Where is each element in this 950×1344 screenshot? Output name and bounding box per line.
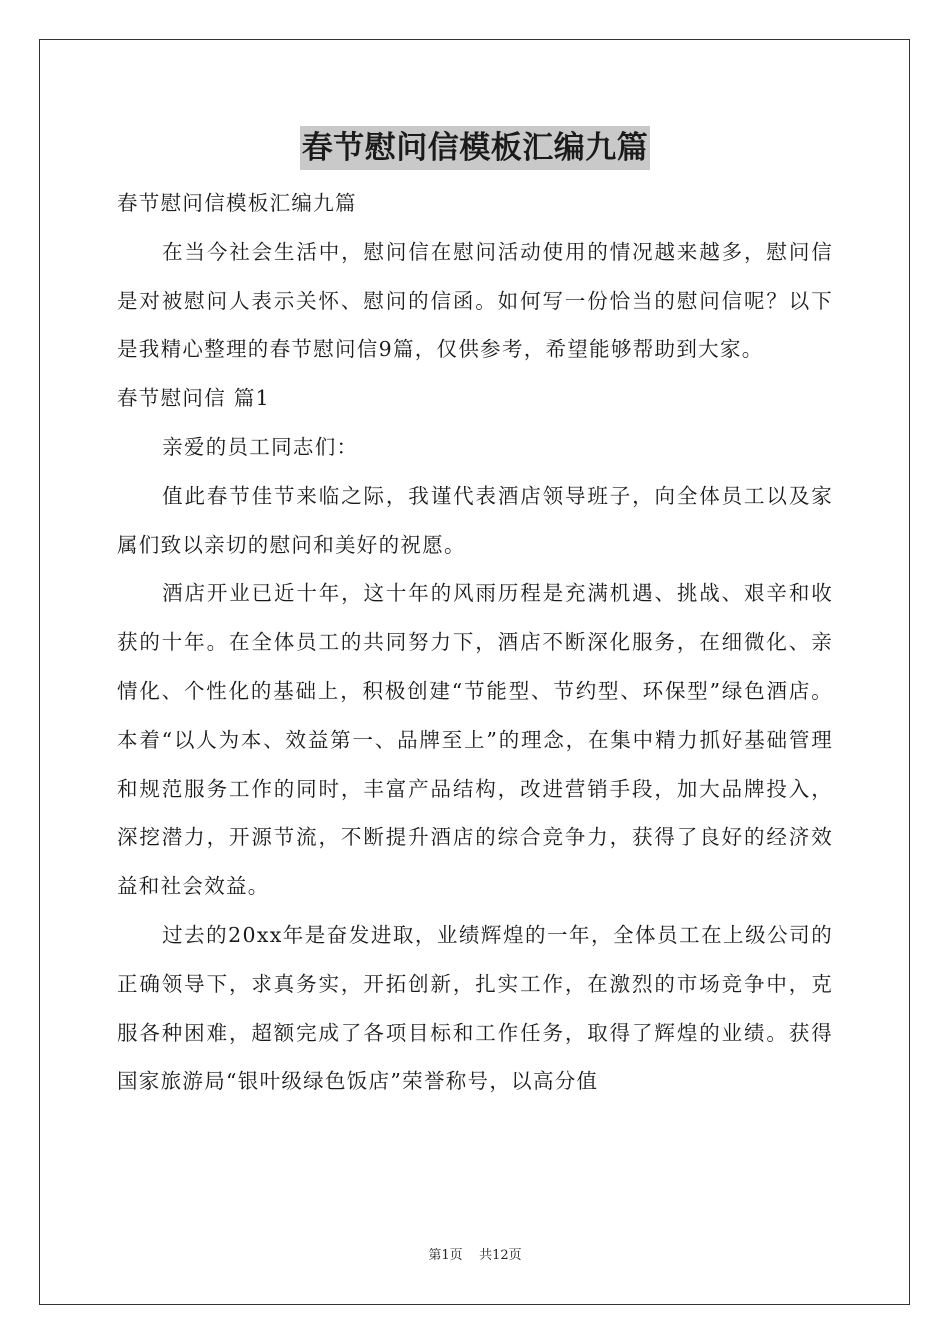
title-container: [0, 126, 950, 170]
body-paragraph: 酒店开业已近十年，这十年的风雨历程是充满机遇、挑战、艰辛和收获的十年。在全体员工的共同努力下，酒店不断深化服务，在细微化、亲情化、个性化的基础上，积极创建“节能型、节约型、环保型”绿色酒店。本着“以人为本、效益第一、品牌至上”的理念，在集中精力抓好基础管理和规范服务工作的同时，丰富产品结构，改进营销手段，加大品牌投入，深挖潜力，开源节流，不断提升酒店的综合竞争力，获得了良好的经济效益和社会效益。: [117, 581, 833, 899]
page-footer: [0, 1246, 950, 1266]
letter-salutation: 亲爱的员工同志们：: [162, 434, 359, 459]
document-body: [117, 179, 833, 1106]
page-number: 第1页 共12页: [428, 1248, 522, 1263]
body-paragraph-heading: 春节慰问信模板汇编九篇: [117, 191, 357, 215]
body-paragraph: 值此春节佳节来临之际，我谨代表酒店领导班子，向全体员工以及家属们致以亲切的慰问和美好的祝愿。: [117, 483, 833, 557]
document-title: 春节慰问信模板汇编九篇: [300, 126, 651, 170]
body-paragraph-intro: 在当今社会生活中，慰问信在慰问活动使用的情况越来越多，慰问信是对被慰问人表示关怀、慰问的信函。如何写一份恰当的慰问信呢？以下是我精心整理的春节慰问信9篇，仅供参考，希望能够帮助到大家。: [117, 239, 833, 362]
body-paragraph: 过去的20xx年是奋发进取，业绩辉煌的一年，全体员工在上级公司的正确领导下，求真务实，开拓创新，扎实工作，在激烈的市场竞争中，克服各种困难，超额完成了各项目标和工作任务，取得了辉煌的业绩。获得国家旅游局“银叶级绿色饭店”荣誉称号，以高分值: [117, 922, 833, 1094]
section-heading-letter-1: 春节慰问信 篇1: [117, 386, 270, 411]
